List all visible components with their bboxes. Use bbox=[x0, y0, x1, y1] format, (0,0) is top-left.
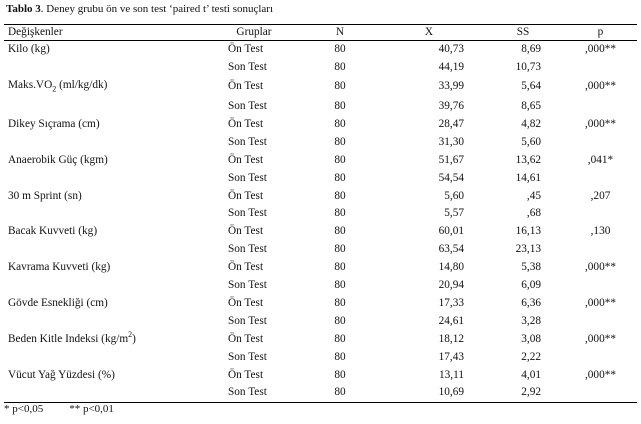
table-row bbox=[4, 259, 637, 277]
cell-variable bbox=[4, 277, 204, 295]
cell-group: Ön Test bbox=[228, 189, 264, 202]
variable-text-suffix: (ml/kg/dk) bbox=[56, 78, 108, 91]
cell-variable bbox=[4, 77, 204, 98]
cell-n: 80 bbox=[334, 171, 346, 184]
cell-variable bbox=[4, 59, 204, 77]
cell-x: 28,47 bbox=[438, 117, 464, 130]
table-row bbox=[4, 98, 637, 116]
cell-group: Ön Test bbox=[228, 80, 264, 93]
table-row bbox=[4, 205, 637, 223]
table-row bbox=[4, 59, 637, 77]
cell-ss: ,68 bbox=[526, 207, 541, 220]
cell-ss: 2,92 bbox=[482, 384, 564, 402]
cell-n: 80 bbox=[334, 135, 346, 148]
table-row bbox=[4, 152, 637, 170]
cell-n: 80 bbox=[334, 99, 346, 112]
cell-variable bbox=[4, 41, 204, 59]
cell-x: 5,60 bbox=[444, 189, 464, 202]
cell-group: Ön Test bbox=[228, 225, 264, 238]
variable-text: Maks.VO bbox=[8, 78, 53, 91]
table-row bbox=[4, 188, 637, 206]
cell-variable bbox=[4, 170, 204, 188]
cell-ss: 23,13 bbox=[515, 243, 541, 256]
cell-group: Son Test bbox=[228, 279, 267, 292]
cell-n: 80 bbox=[334, 261, 346, 274]
cell-n: 80 bbox=[334, 314, 346, 327]
variable-text: Beden Kitle Indeksi (kg/m bbox=[8, 332, 129, 345]
cell-ss: 5,38 bbox=[521, 261, 541, 274]
cell-p: ,000** bbox=[584, 43, 617, 55]
cell-n: 80 bbox=[334, 153, 346, 166]
cell-n: 80 bbox=[334, 43, 346, 55]
variable-text: Kilo (kg) bbox=[8, 43, 50, 55]
cell-p: ,000** bbox=[584, 296, 617, 309]
table-row bbox=[4, 367, 637, 385]
cell-variable bbox=[4, 349, 204, 367]
cell-p bbox=[564, 98, 637, 116]
cell-p bbox=[564, 313, 637, 331]
table-row bbox=[4, 134, 637, 152]
cell-variable bbox=[4, 367, 204, 385]
table-row bbox=[4, 295, 637, 313]
cell-n: 80 bbox=[334, 60, 346, 73]
cell-p bbox=[564, 59, 637, 77]
cell-p: ,041* bbox=[587, 153, 614, 166]
header-x: X bbox=[376, 25, 482, 41]
variable-superscript: 2 bbox=[128, 329, 133, 339]
cell-p bbox=[564, 277, 637, 295]
cell-group: Son Test bbox=[228, 171, 267, 184]
cell-p: ,000** bbox=[584, 117, 617, 130]
variable-text: Dikey Sıçrama (cm) bbox=[8, 117, 100, 130]
cell-p: ,130 bbox=[590, 225, 611, 238]
table-row bbox=[4, 41, 637, 59]
table-row bbox=[4, 223, 637, 241]
cell-p: ,000** bbox=[584, 80, 617, 93]
header-variables: Değişkenler bbox=[4, 25, 204, 41]
cell-n: 80 bbox=[334, 207, 346, 220]
cell-x: 17,43 bbox=[438, 350, 464, 363]
variable-text: Vücut Yağ Yüzdesi (%) bbox=[8, 368, 115, 381]
table-row bbox=[4, 384, 637, 402]
table-row bbox=[4, 277, 637, 295]
cell-variable bbox=[4, 259, 204, 277]
footnote-p01: ** p<0,01 bbox=[69, 403, 114, 415]
cell-ss: 8,69 bbox=[521, 43, 541, 55]
cell-p bbox=[564, 170, 637, 188]
cell-p bbox=[564, 384, 637, 402]
cell-x: 39,76 bbox=[438, 99, 464, 112]
cell-variable bbox=[4, 188, 204, 206]
cell-variable bbox=[4, 116, 204, 134]
table-body bbox=[4, 41, 637, 403]
cell-x: 51,67 bbox=[438, 153, 464, 166]
cell-p bbox=[564, 349, 637, 367]
cell-x: 13,11 bbox=[439, 368, 464, 381]
cell-group: Son Test bbox=[228, 207, 267, 220]
cell-x: 5,57 bbox=[444, 207, 464, 220]
cell-x: 40,73 bbox=[438, 43, 464, 55]
variable-text: Gövde Esnekliği (cm) bbox=[8, 296, 108, 309]
cell-variable bbox=[4, 241, 204, 259]
cell-n: 80 bbox=[334, 243, 346, 256]
cell-variable bbox=[4, 295, 204, 313]
cell-variable bbox=[4, 223, 204, 241]
variable-text: Bacak Kuvveti (kg) bbox=[8, 225, 98, 238]
cell-x: 10,69 bbox=[376, 384, 482, 402]
cell-group: Son Test bbox=[204, 384, 304, 402]
cell-n: 80 bbox=[334, 296, 346, 309]
cell-p bbox=[564, 205, 637, 223]
cell-variable bbox=[4, 98, 204, 116]
cell-n: 80 bbox=[334, 117, 346, 130]
caption-text: . Deney grubu ön ve son test ‘paired t’ testi sonuçları bbox=[40, 3, 274, 15]
header-p: p bbox=[564, 25, 637, 41]
caption-label: Tablo 3 bbox=[6, 3, 41, 15]
header-ss: SS bbox=[482, 25, 564, 41]
table-row bbox=[4, 331, 637, 349]
variable-text: Anaerobik Güç (kgm) bbox=[8, 153, 108, 166]
cell-x: 44,19 bbox=[438, 60, 464, 73]
cell-p: ,000** bbox=[584, 261, 617, 274]
cell-n: 80 bbox=[334, 189, 346, 202]
cell-n: 80 bbox=[334, 225, 346, 238]
cell-p: ,000** bbox=[584, 368, 617, 381]
cell-n: 80 bbox=[334, 368, 346, 381]
cell-ss: 5,60 bbox=[521, 135, 541, 148]
cell-x: 31,30 bbox=[438, 135, 464, 148]
header-row bbox=[4, 25, 637, 41]
cell-x: 54,54 bbox=[438, 171, 464, 184]
cell-variable bbox=[4, 331, 204, 349]
table-caption bbox=[6, 3, 273, 15]
cell-x: 24,61 bbox=[438, 314, 464, 327]
cell-group: Son Test bbox=[228, 314, 267, 327]
cell-ss: 14,61 bbox=[515, 171, 541, 184]
cell-x: 18,12 bbox=[438, 332, 464, 345]
cell-group: Ön Test bbox=[228, 43, 264, 55]
table-row bbox=[4, 313, 637, 331]
header-n: N bbox=[304, 25, 376, 41]
cell-variable bbox=[4, 134, 204, 152]
cell-group: Ön Test bbox=[228, 368, 264, 381]
cell-x: 14,80 bbox=[438, 261, 464, 274]
table-row bbox=[4, 349, 637, 367]
cell-group: Ön Test bbox=[228, 117, 264, 130]
cell-ss: 4,82 bbox=[521, 117, 541, 130]
variable-text-suffix: ) bbox=[132, 332, 136, 345]
cell-n: 80 bbox=[334, 332, 346, 345]
table-row bbox=[4, 241, 637, 259]
cell-ss: 16,13 bbox=[515, 225, 541, 238]
header-groups: Gruplar bbox=[204, 25, 304, 41]
cell-group: Ön Test bbox=[228, 296, 264, 309]
cell-x: 60,01 bbox=[438, 225, 464, 238]
cell-ss: 2,22 bbox=[521, 350, 541, 363]
cell-group: Ön Test bbox=[228, 153, 264, 166]
variable-text: 30 m Sprint (sn) bbox=[8, 189, 82, 202]
variable-subscript: 2 bbox=[52, 84, 57, 94]
cell-group: Son Test bbox=[228, 350, 267, 363]
cell-ss: ,45 bbox=[526, 189, 541, 202]
cell-x: 20,94 bbox=[438, 279, 464, 292]
cell-ss: 13,62 bbox=[515, 153, 541, 166]
cell-ss: 6,36 bbox=[521, 296, 541, 309]
cell-variable bbox=[4, 205, 204, 223]
cell-ss: 8,65 bbox=[521, 99, 541, 112]
cell-variable bbox=[4, 152, 204, 170]
cell-ss: 4,01 bbox=[521, 368, 541, 381]
table-row bbox=[4, 77, 637, 98]
cell-p bbox=[564, 134, 637, 152]
cell-n: 80 bbox=[304, 384, 376, 402]
cell-x: 63,54 bbox=[438, 243, 464, 256]
table-row bbox=[4, 170, 637, 188]
cell-n: 80 bbox=[334, 350, 346, 363]
cell-ss: 10,73 bbox=[515, 60, 541, 73]
variable-text: Kavrama Kuvveti (kg) bbox=[8, 261, 111, 274]
cell-ss: 5,64 bbox=[521, 80, 541, 93]
cell-group: Son Test bbox=[228, 60, 267, 73]
cell-p: ,207 bbox=[590, 189, 611, 202]
cell-x: 33,99 bbox=[438, 80, 464, 93]
cell-x: 17,33 bbox=[438, 296, 464, 309]
cell-p bbox=[564, 241, 637, 259]
cell-ss: 6,09 bbox=[521, 279, 541, 292]
cell-group: Son Test bbox=[228, 243, 267, 256]
table-row bbox=[4, 116, 637, 134]
cell-group: Ön Test bbox=[228, 261, 264, 274]
cell-p: ,000** bbox=[584, 332, 617, 345]
cell-group: Son Test bbox=[228, 99, 267, 112]
cell-n: 80 bbox=[334, 279, 346, 292]
cell-variable bbox=[4, 384, 204, 402]
cell-ss: 3,28 bbox=[521, 314, 541, 327]
footnote-p05: * p<0,05 bbox=[4, 403, 44, 415]
footnote bbox=[4, 403, 114, 415]
results-table bbox=[4, 24, 637, 403]
cell-variable bbox=[4, 313, 204, 331]
cell-n: 80 bbox=[334, 80, 346, 93]
cell-group: Son Test bbox=[228, 135, 267, 148]
cell-ss: 3,08 bbox=[521, 332, 541, 345]
cell-group: Ön Test bbox=[228, 332, 264, 345]
